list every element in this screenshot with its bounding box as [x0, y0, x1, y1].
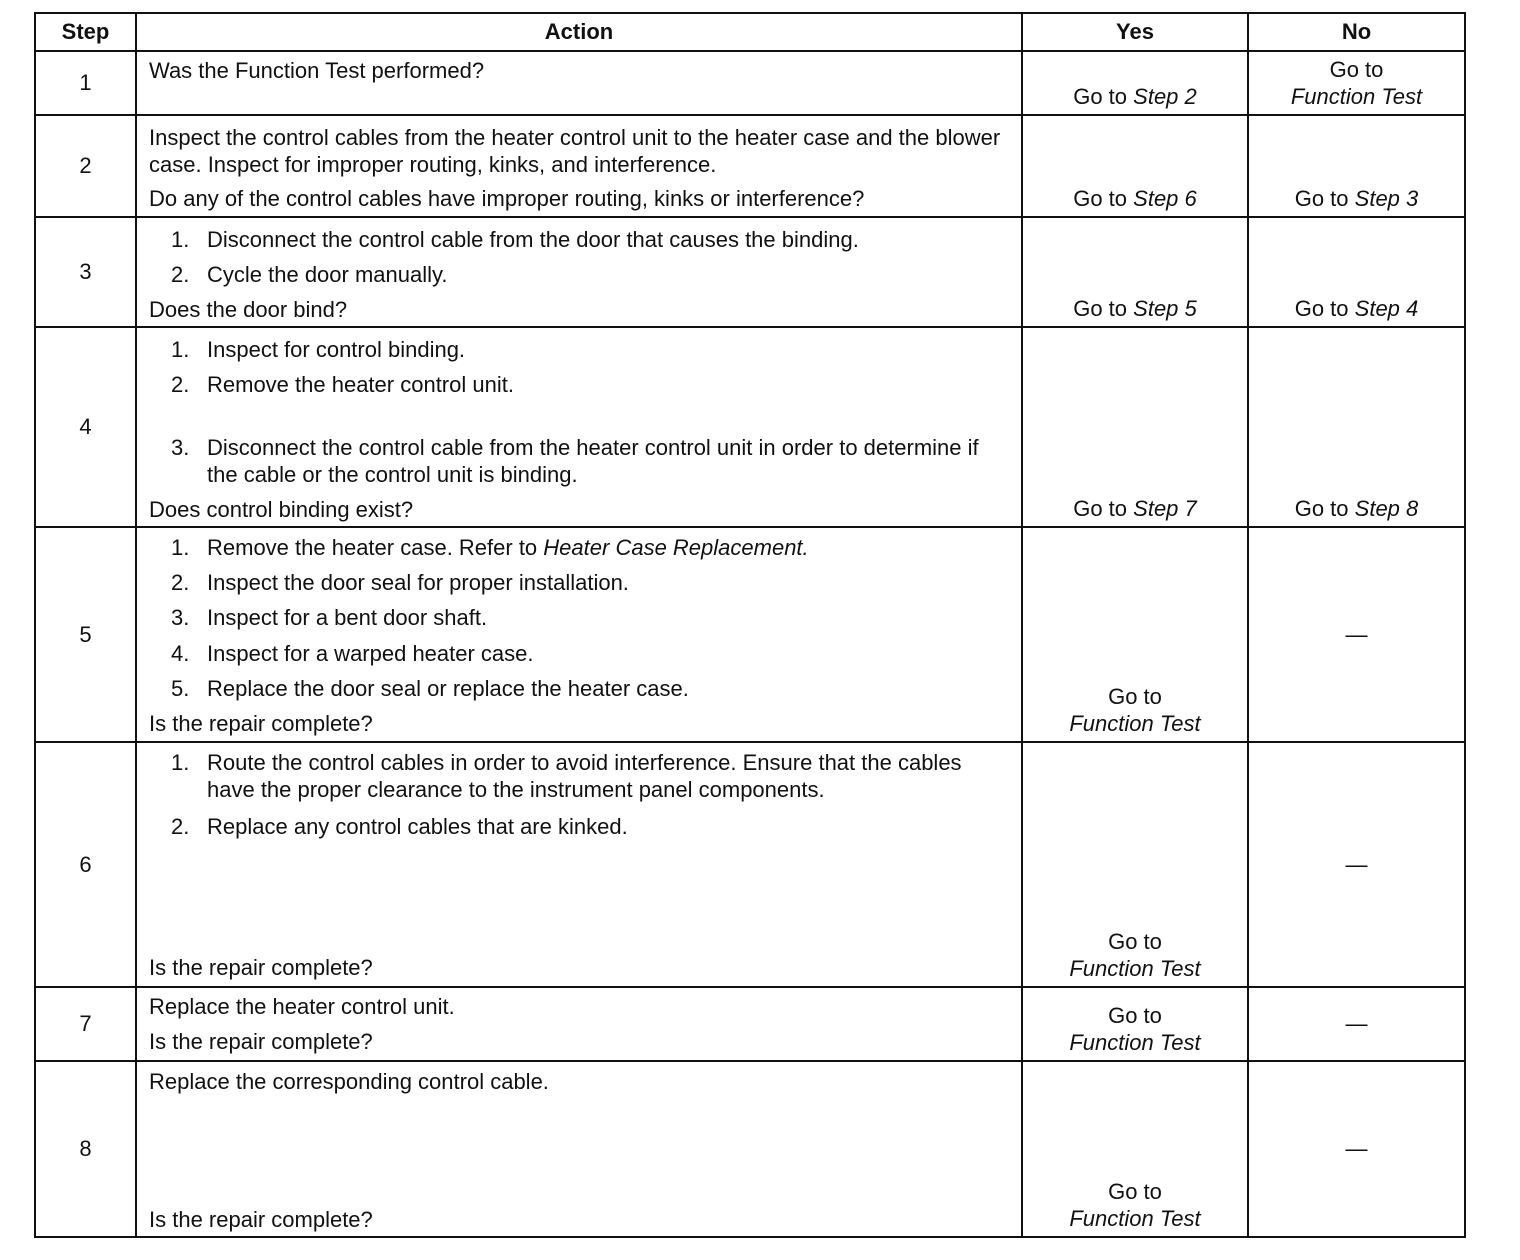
step-number: 4 [79, 414, 92, 439]
no-answer: Go to Step 3 [1294, 186, 1419, 211]
no-answer: Go to Step 4 [1294, 296, 1419, 321]
step-number: 1 [79, 70, 92, 95]
action-list-item: 1. Inspect for control binding. [171, 337, 466, 362]
table-row-step-3 [34, 216, 1466, 326]
yes-answer: Go to Function Test [1069, 1003, 1201, 1055]
yes-answer: Go to Step 2 [1073, 84, 1197, 109]
table-row-step-6 [34, 741, 1466, 986]
action-list-item: 2. Inspect the door seal for proper installation. [171, 570, 629, 595]
action-list-item: 2. Cycle the door manually. [171, 262, 448, 287]
table-row-step-1 [34, 50, 1466, 114]
header-no: No [1341, 19, 1372, 44]
header-yes: Yes [1023, 14, 1249, 50]
action-list-item: 1. Remove the heater case. Refer to Heater Case Replacement. [171, 535, 809, 560]
action-question: Is the repair complete? [149, 1207, 373, 1232]
heater-case-replacement-ref: Heater Case Replacement. [543, 535, 809, 560]
yes-answer: Go to Step 6 [1073, 186, 1197, 211]
header-step: Step [36, 14, 137, 50]
table-row-step-7 [34, 986, 1466, 1060]
diagnostic-table [34, 12, 1466, 1238]
yes-answer: Go to Step 5 [1073, 296, 1197, 321]
no-answer-dash: — [1345, 621, 1368, 647]
action-text: Replace the corresponding control cable. [149, 1069, 549, 1094]
no-answer-dash: — [1345, 1011, 1368, 1036]
action-text: Inspect the control cables from the heater control unit to the heater case and the blower case. Inspect for improper routing, kinks, and interference. [149, 125, 1001, 177]
action-list-item: 1. Disconnect the control cable from the door that causes the binding. [171, 227, 859, 252]
no-answer: Go to Step 8 [1294, 496, 1419, 521]
table-row-step-5 [34, 526, 1466, 741]
header-action: Action [137, 14, 1023, 50]
action-question: Was the Function Test performed? [149, 58, 485, 83]
action-list-item: 5. Replace the door seal or replace the heater case. [171, 676, 689, 701]
action-question: Does the door bind? [149, 297, 348, 322]
action-question: Is the repair complete? [149, 1029, 373, 1054]
table-header [34, 12, 1466, 50]
no-answer-dash: — [1345, 1136, 1368, 1161]
table-row-step-8 [34, 1060, 1466, 1238]
action-text: Replace the heater control unit. [149, 994, 455, 1019]
step-number: 5 [79, 621, 92, 647]
no-answer: Go to Function Test [1290, 57, 1423, 109]
yes-answer: Go to Function Test [1069, 929, 1201, 981]
yes-answer: Go to Function Test [1069, 1179, 1201, 1231]
action-list-item: 2. Remove the heater control unit. [171, 372, 514, 397]
table-row-step-2 [34, 114, 1466, 216]
action-list-item: 4. Inspect for a warped heater case. [171, 641, 534, 666]
step-number: 3 [79, 259, 92, 284]
step-number: 6 [79, 851, 92, 877]
yes-answer: Go to Step 7 [1073, 496, 1197, 521]
no-answer-dash: — [1345, 851, 1368, 877]
action-list-item: 2. Replace any control cables that are kinked. [171, 814, 628, 839]
step-number: 8 [79, 1136, 92, 1161]
action-question: Is the repair complete? [149, 955, 373, 980]
action-list-item: 3. Disconnect the control cable from the heater control unit in order to determine if the cable or the control unit is binding. [171, 435, 979, 487]
step-number: 2 [79, 153, 92, 178]
step-number: 7 [79, 1011, 92, 1036]
action-question: Do any of the control cables have improper routing, kinks or interference? [149, 186, 865, 211]
action-question: Does control binding exist? [149, 497, 414, 522]
table-row-step-4 [34, 326, 1466, 526]
action-list-item: 3. Inspect for a bent door shaft. [171, 605, 488, 630]
action-question: Is the repair complete? [149, 711, 373, 736]
action-list-item: 1. Route the control cables in order to avoid interference. Ensure that the cables have the proper clearance to the instrument panel components. [171, 750, 962, 802]
yes-answer: Go to Function Test [1069, 684, 1201, 736]
